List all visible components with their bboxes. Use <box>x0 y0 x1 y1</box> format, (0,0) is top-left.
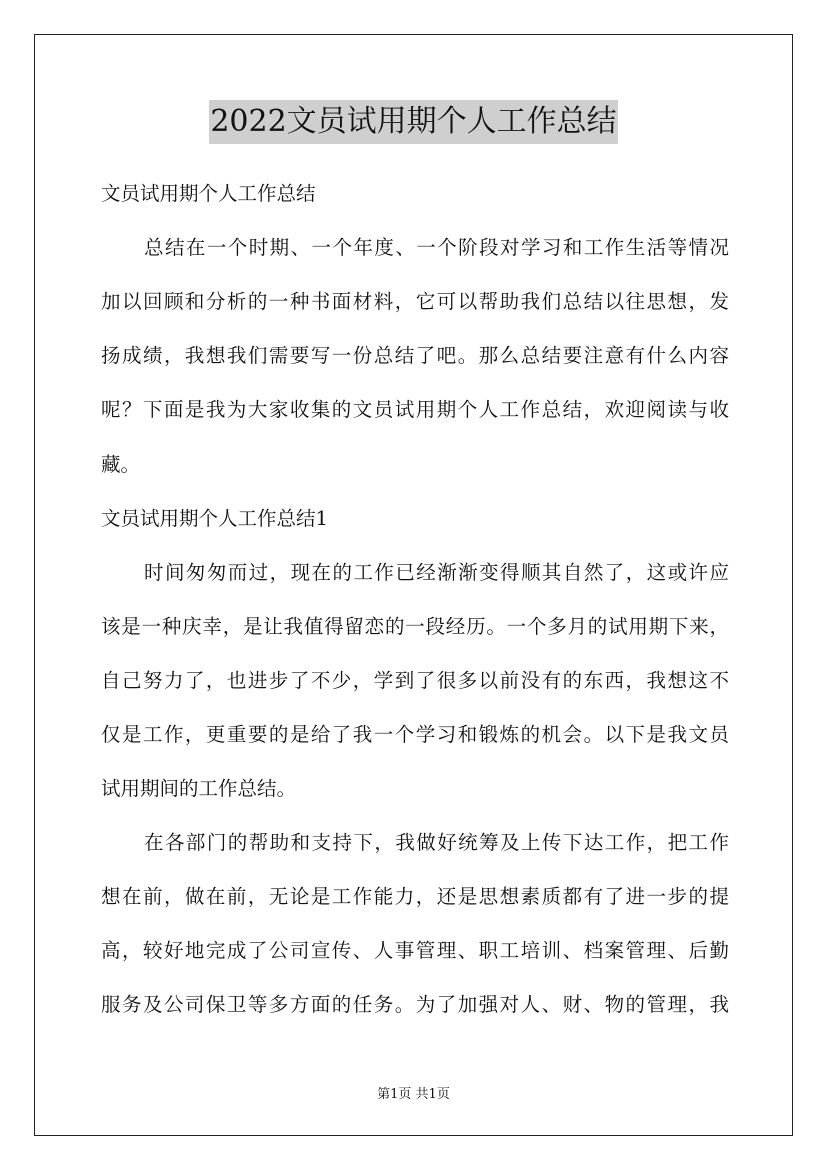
document-title: 2022文员试用期个人工作总结 <box>209 100 617 144</box>
paragraph-line: 自己努力了，也进步了不少，学到了很多以前没有的东西，我想这不 <box>101 669 729 692</box>
paragraph-line: 想在前，做在前，无论是工作能力，还是思想素质都有了进一步的提 <box>101 885 729 908</box>
title-container <box>0 100 827 144</box>
paragraph-line: 总结在一个时期、一个年度、一个阶段对学习和工作生活等情况 <box>144 236 729 259</box>
paragraph-line: 高，较好地完成了公司宣传、人事管理、职工培训、档案管理、后勤 <box>101 939 729 962</box>
paragraph-line: 仅是工作，更重要的是给了我一个学习和锻炼的机会。以下是我文员 <box>101 723 729 746</box>
section-heading: 文员试用期个人工作总结 <box>101 182 316 205</box>
paragraph-line: 扬成绩，我想我们需要写一份总结了吧。那么总结要注意有什么内容 <box>101 344 729 367</box>
paragraph-line: 服务及公司保卫等多方面的任务。为了加强对人、财、物的管理，我 <box>101 993 729 1016</box>
paragraph-line: 呢？下面是我为大家收集的文员试用期个人工作总结，欢迎阅读与收 <box>101 398 729 421</box>
paragraph-line: 藏。 <box>101 453 141 476</box>
paragraph-line: 试用期间的工作总结。 <box>101 777 297 800</box>
paragraph-line: 时间匆匆而过，现在的工作已经渐渐变得顺其自然了，这或许应 <box>144 561 729 584</box>
paragraph-line: 加以回顾和分析的一种书面材料，它可以帮助我们总结以往思想，发 <box>101 290 729 313</box>
section-heading: 文员试用期个人工作总结1 <box>101 507 328 530</box>
paragraph-line: 在各部门的帮助和支持下，我做好统筹及上传下达工作，把工作 <box>144 831 729 854</box>
paragraph-line: 该是一种庆幸，是让我值得留恋的一段经历。一个多月的试用期下来， <box>101 615 729 638</box>
page-number-footer: 第1页 共1页 <box>377 1087 450 1102</box>
